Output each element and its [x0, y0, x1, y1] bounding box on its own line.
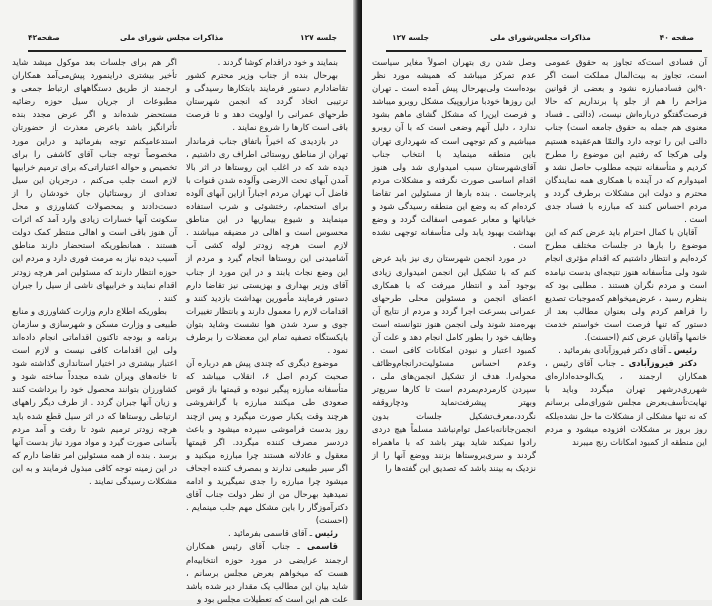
session-number: جلسه ۱۲۷	[392, 33, 429, 42]
paragraph-text: آن فسادی است‌که تجاوز به حقوق عمومی است، تجاوز به بیت‌المال مملکت است اگر ۹۰این فسادمبارزه نشود و بعضی از قوانین مزاحم را هم از جلو پا برنداریم که حالا فرصت‌گفتگو درباره‌اش نیست، (دالتی ـ فساد معنوی هم جمله به حقوق جامعه است) جناب دالتی این را توجه دارد والتمّا هم‌عقیده هستیم ولی هرکجا که رفتیم این موضوع را مطرح کردیم و متأسفانه نتیجه مطلوب حاصل نشد و امیدوارم که در آینده با همکاری همه نمایندگان محترم و دولت این مشکلات برطرف گردد و مردم احساس کنند که مبارزه با فساد جدی است .	[545, 57, 707, 225]
text-column-left	[372, 56, 536, 576]
speaker-paragraph	[545, 357, 707, 449]
paragraph	[372, 252, 536, 475]
text-column-right	[545, 56, 707, 586]
header-rule	[28, 50, 346, 52]
paragraph	[186, 69, 348, 134]
text-column-right	[186, 56, 349, 604]
paragraph-text: ـ آقای دکتر فیروزآبادی بفرمائید .	[558, 345, 674, 356]
paragraph-text: ـ آقای قاسمی بفرمائید .	[228, 528, 315, 539]
session-number: جلسه ۱۲۷	[300, 33, 337, 42]
header-rule	[386, 50, 702, 52]
paragraph-text: وصل شدن ری بتهران اصولاً مغایر سیاست عدم تمرکز میباشد که همیشه مورد نظر بوده‌است ولی‌بهرحال پیش آمده است ـ تهران این روزها خودبا مزاروپیک مشکل روبرو میباشد و فرصت این‌را که مشکل گشای ماهم بشود ندارد ، دلیل آنهم وضعی است که با آن روبرو میباشیم و کم توجهی است که شهرداری تهران باین منطقه مینماید با انتخاب جناب آقای‌شهرستان سبب امیدواری شد ولی هنوز اقدام اساسی صورت نگرفته و مشکلات مردم پابرجاست . بنده بارها از مسئولین امر تقاضا کرده‌ام که به وضع این منطقه رسیدگی شود و خیابانها و معابر عمومی اسفالت گردد و وضع بهداشت بهبود یابد ولی متأسفانه توجهی نشده است .	[372, 57, 536, 251]
paragraph-text: آقایان با کمال احترام باید عرض کنم که این موضوع را بارها در جلسات مختلف مطرح کرده‌ایم و انتظار داشتیم که اقدام مؤثری انجام شود ولی متأسفانه هنوز نتیجه‌ای بدست نیامده است و مردم نگران هستند . مطلبی بود که بنظرم رسید ، عرض‌میخواهم که‌موجبات تصدیع را فراهم کردم ولی بعنوان مطالب بعد از دستور که تنها فرصت است خواستم خدمت خانمها وآقایان عرض کنم (احسنت).	[545, 227, 707, 342]
book-gutter	[353, 0, 362, 600]
paragraph	[186, 135, 348, 358]
speaker-paragraph	[186, 540, 348, 605]
paragraph-text: ـ جناب آقای رئیس همکاران ارجمند عرایضی در مورد حوزه انتخابیه‌ام هست که میخواهم بعرض مجلس برسانم ، شاید بیان این مطالب یک مقدار دیر شده باشد علت هم این است که تعطیلات مجلس بود و	[186, 541, 348, 604]
paragraph-text: بهرحال بنده از جناب وزیر محترم کشور تقاضادارم دستور فرمایند بابتکارها رسیدگی و ترتیبی اتخاذ گردد که انجمن شهرستان طرحهای عمرانی را اولویت دهد و تا فرصت باقی است کارها را شروع نمایند .	[186, 70, 348, 133]
speaker-paragraph	[545, 344, 707, 357]
speaker-paragraph	[186, 527, 348, 540]
text-column-left	[12, 56, 177, 594]
paragraph	[12, 305, 177, 488]
paragraph	[372, 56, 536, 252]
paragraph-text: در بازدیدی که اخیراً باتفاق جناب فرماندار تهران از مناطق روستائی اطراف ری داشتیم ، دیده شد که در اغلب این روستاها در اثر بالا آمدن آبهای تحت الارضی وآلوده شدن قنوات با فاضل آب تهران مردم اجباراً ازاین آبهای آلوده برای استحمام، رختشوئی و شرب استفاده مینمایند و شیوع بیماریها در این مناطق محسوس است و اهالی در مضیقه میباشند . لازم است هرچه زودتر لوله کشی آب آشامیدنی این روستاها انجام گیرد و مردم از این وضع نجات یابند و در این مورد از جناب آقای وزیر بهداری و بهزیستی نیز تقاضا دارم دستور فرمایند مأمورین بهداشت بازدید کنند و اقدامات لازم را معمول دارند و بانتظار تغییرات جوی و سرد شدن هوا نشست وشاید بتوان بایکستگاه تصفیه تمام این معضلات را برطرف نمود .	[186, 135, 348, 356]
paragraph-text: اگر هم برای جلسات بعد موکول میشد شاید تأخیر بیشتری دراینمورد پیش‌می‌آمد همکاران ارجمند از طریق دستگاههای ارتباط جمعی و مطبوعات از جریان سیل حوزه رضائیه مستحضر شده‌اند و اگر عرض مجدد بنده تأثرانگیز باشد باعرض معذرت از حضورتان استدعامیکنم توجه بفرمائید و دراین مورد مخصوصاً توجه جناب آقای کاشفی را برای تخصیص و حواله اعتباراتی‌که برای ترمیم خرابیها لازم است جلب می‌کنم ، درجریان این سیل تعدادی از روستائیان جان خودشان را از دست‌دادند و بمحصولات کشاورزی و محل سکونت آنها خسارات زیادی وارد آمد که اثرات آن هنوز باقی است و اهالی منتظر کمک دولت هستند . همانطوریکه استحضار دارند مناطق آسیب دیده نیاز به مرمت فوری دارد و مردم این حوزه انتظار دارند که مسئولین امر هرچه زودتر اقدام نمایند و خرابیهای ناشی از سیل را جبران کنند .	[12, 57, 177, 303]
paragraph-text: ـ جناب آقای رئیس ، همکاران ارجمند ، یک‌الوحده‌اداره‌ای شهرری‌درشهر تهران میگردد وباید با نهایت‌تأسف‌بعرض مجلس شورای‌ملی برسانم که نه تنها مشکلی از مشکلات ما حل نشده‌بلکه روز بروز بر مشکلات افزوده میشود و مردم این منطقه از کمبود امکانات رنج میبرند	[545, 358, 707, 447]
paragraph	[545, 56, 707, 226]
paragraph	[186, 357, 348, 527]
paragraph-text: موضوع دیگری که چندی پیش هم درباره آن صحبت کردم اصل ۶، انقلاب میباشد که متأسفانه مبارزه پیگیر نبوده و قیمتها باز قوس صعودی طی میکنند مبارزه با گرانفروشی هرچند وقت یکبار صورت میگیرد و پس ازچند روز بدست فراموشی سپرده میشود و باعث دردسر مصرف کننده میگردد. اگر قیمتها معقول و عادلانه هستند چرا مبارزه میکنید و اگر سیر طبیعی ندارند و بمصرف کننده اجحاف میشود چرا مبارزه را جدی نمیگیرید و ادامه نمیدهید بهرحال من از نظر دولت جناب آقای دکترآموزگار را باین مشکل مهم جلب مینمایم . (احسنت)	[186, 358, 349, 526]
paragraph-text: بطوریکه اطلاع دارم وزارت کشاورزی و منابع طبیعی و وزارت مسکن و شهرسازی و سازمان برنامه و بودجه تاکنون اقداماتی انجام داده‌اند ولی این اقدامات کافی نیست و لازم است اعتبار بیشتری در اختیار استانداری گذاشته شود تا خانه‌های ویران شده مجدداً ساخته شود و کشاورزان بتوانند محصول خود را برداشت کنند و زیان آنها جبران گردد . از طرف دیگر راههای ارتباطی روستاها که در اثر سیل قطع شده باید هرچه زودتر ترمیم شود تا رفت و آمد مردم بآسانی صورت گیرد و مواد مورد نیاز بدست آنها برسد . بنده از همه مسئولین امر تقاضا دارم که در این زمینه توجه کافی مبذول فرمایند و به این مشکلات رسیدگی نمایند .	[12, 305, 177, 486]
speaker-name: رئیس	[673, 345, 697, 356]
speaker-name: قاسمی	[307, 541, 338, 552]
page-number: صفحه۴۲	[28, 33, 60, 42]
running-title: مذاکرات مجلس‌شورای ملی	[490, 33, 591, 42]
paragraph	[186, 56, 348, 69]
paragraph	[545, 226, 707, 344]
running-title: مذاکرات مجلس شورای ملی	[120, 33, 224, 42]
page-number: صفحه ۴۰	[659, 33, 694, 42]
right-page	[362, 0, 712, 600]
paragraph	[12, 56, 177, 305]
speaker-name: دکتر فیروزآبادی	[628, 358, 697, 369]
left-page	[0, 0, 353, 604]
paragraph-text: در مورد انجمن شهرستان ری نیز باید عرض کنم که با تشکیل این انجمن امیدواری زیادی بوجود آمد و انتظار میرفت که با همکاری اعضای انجمن و مسئولین محلی طرحهای عمرانی بسرعت اجرا گردد و مردم از نتایج آن بهره‌مند شوند ولی انجمن هنوز نتوانسته است وظایف خود را بطور کامل انجام دهد و علت آن کمبود اعتبار و نبودن امکانات کافی است . وعدم احساس مسئولیت‌درانجام‌وظائف محوله‌را. هدف از تشکیل انجمن‌های ملی ، سپردن کارمردم‌بمردم است تا کارها سریع‌تر وبهتر پیشرفت‌نماید ودچاروقفه نگردد،معرف‌تشکیل جلسات بدون انجمن‌جانانه‌باعمل توام‌نباشد مسلماً هیچ دردی رادوا نمیکند شاید بهتر باشد که با ماهمراه گردند و سری‌بروستاها بزنند ووضع آنها را از نزدیک به بینند باشد که تصدیق این گفته‌ها را	[372, 253, 536, 473]
paragraph-text: بنمایند و خود دراقدام کوشا گردند .	[217, 57, 338, 67]
speaker-name: رئیس	[314, 528, 338, 539]
